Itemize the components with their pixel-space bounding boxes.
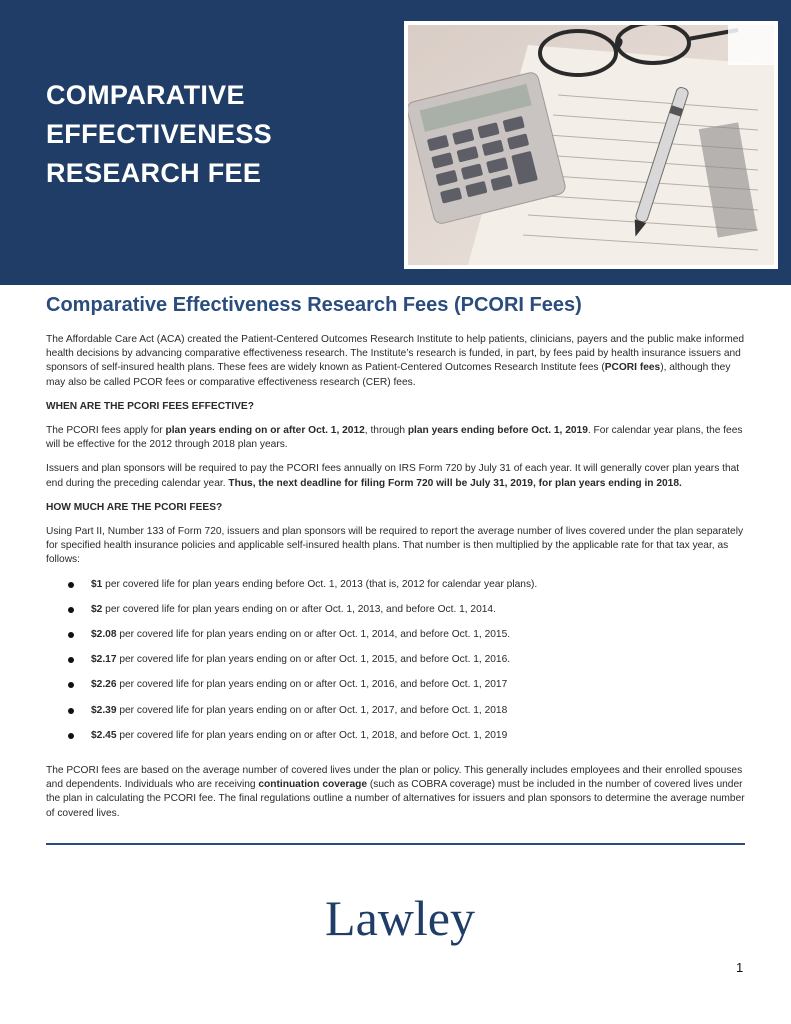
banner-title-line: EFFECTIVENESS bbox=[46, 119, 272, 149]
fee-amount: $1 bbox=[91, 578, 103, 590]
banner-title-line: COMPARATIVE bbox=[46, 80, 245, 110]
fee-amount: $2.17 bbox=[91, 654, 117, 666]
covered-lives-paragraph bbox=[46, 764, 746, 821]
paragraph-bold: plan years ending before Oct. 1, 2019 bbox=[407, 425, 588, 437]
list-item bbox=[46, 578, 746, 603]
page-number: 1 bbox=[736, 960, 744, 975]
fee-description: per covered life for plan years ending on or after Oct. 1, 2018, and before Oct. 1, 2019 bbox=[116, 729, 508, 741]
fee-description: per covered life for plan years ending before Oct. 1, 2013 (that is, 2012 for calendar year plans). bbox=[102, 578, 538, 590]
page-title: Comparative Effectiveness Research Fees (PCORI Fees) bbox=[46, 294, 582, 316]
fee-amount: $2.26 bbox=[91, 679, 117, 691]
paragraph-bold: continuation coverage bbox=[258, 779, 368, 791]
intro-bold: PCORI fees bbox=[604, 362, 661, 374]
fee-description: per covered life for plan years ending on or after Oct. 1, 2013, and before Oct. 1, 2014. bbox=[102, 603, 496, 615]
list-item bbox=[46, 628, 746, 653]
bullet-icon bbox=[68, 657, 74, 663]
paragraph-text: The PCORI fees are based on the average number of covered lives under the plan or policy. This generally includes employees and their enrolled spouses and dependents. Individuals who are receiving bbox=[46, 764, 743, 791]
bullet-icon bbox=[68, 733, 74, 739]
fee-amount: $2 bbox=[91, 603, 103, 615]
bullet-icon bbox=[68, 607, 74, 613]
bullet-icon bbox=[68, 632, 74, 638]
list-item bbox=[46, 653, 746, 678]
photo-illustration bbox=[408, 25, 774, 265]
banner-title-line: RESEARCH FEE bbox=[46, 158, 262, 188]
section-heading-effective: WHEN ARE THE PCORI FEES EFFECTIVE? bbox=[46, 400, 254, 412]
list-item bbox=[46, 678, 746, 703]
amount-paragraph: Using Part II, Number 133 of Form 720, issuers and plan sponsors will be required to report the average number of lives covered under the plan separately for specified health insurance policies and applicable self-insured health plans. That number is then multiplied by the applicable rate for that tax year, as follows: bbox=[46, 526, 744, 566]
fee-description: per covered life for plan years ending on or after Oct. 1, 2017, and before Oct. 1, 2018 bbox=[116, 704, 508, 716]
paragraph-text: The PCORI fees apply for bbox=[46, 425, 166, 437]
paragraph-text: . For calendar year plans, the fees will be effective for the 2012 through 2018 plan years. bbox=[46, 425, 743, 451]
bullet-icon bbox=[68, 708, 74, 714]
paragraph-text: Issuers and plan sponsors will be required to pay the PCORI fees annually on IRS Form 720 by July 31 of each year. It will generally cover plan years that end during the preceding calendar year. bbox=[46, 463, 740, 489]
lawley-logo: Lawley bbox=[325, 890, 475, 946]
banner-title bbox=[46, 76, 272, 193]
effective-paragraph-1 bbox=[46, 424, 746, 452]
fee-list bbox=[46, 578, 746, 754]
paragraph-text: (such as COBRA coverage) must be included in the number of covered lives under the plan in calculating the PCORI fee. The final regulations outline a number of alternatives for issuers and plan sponsors to determine the average number of covered lives. bbox=[46, 779, 745, 819]
intro-text: ), although they may also be called PCOR fees or comparative effectiveness research (CER) fees. bbox=[46, 362, 731, 388]
fee-description: per covered life for plan years ending on or after Oct. 1, 2016, and before Oct. 1, 2017 bbox=[116, 679, 508, 691]
fee-amount: $2.45 bbox=[91, 729, 117, 741]
bullet-icon bbox=[68, 582, 74, 588]
fee-description: per covered life for plan years ending on or after Oct. 1, 2015, and before Oct. 1, 2016. bbox=[116, 654, 511, 666]
list-item bbox=[46, 704, 746, 729]
calculator-glasses-pen-photo bbox=[404, 21, 778, 269]
section-heading-amount: HOW MUCH ARE THE PCORI FEES? bbox=[46, 501, 223, 513]
fee-amount: $2.08 bbox=[91, 629, 117, 641]
list-item bbox=[46, 603, 746, 628]
effective-paragraph-2 bbox=[46, 462, 746, 490]
footer-divider bbox=[46, 843, 745, 845]
fee-description: per covered life for plan years ending on or after Oct. 1, 2014, and before Oct. 1, 2015. bbox=[116, 629, 511, 641]
document-body bbox=[46, 333, 746, 831]
header-banner bbox=[0, 0, 791, 285]
paragraph-text: , through bbox=[364, 425, 408, 437]
fee-amount: $2.39 bbox=[91, 704, 117, 716]
list-item bbox=[46, 729, 746, 754]
paragraph-bold: Thus, the next deadline for filing Form 720 will be July 31, 2019, for plan years ending in 2018. bbox=[228, 477, 682, 489]
intro-text: The Affordable Care Act (ACA) created the Patient-Centered Outcomes Research Institute to help patients, clinicians, payers and the public make informed health decisions by advancing comparative effectiveness research. The Institute’s research is funded, in part, by fees paid by health insurance issuers and sponsors of self-insured health plans. These fees are widely known as Patient-Centered Outcomes Research Institute fees ( bbox=[46, 334, 745, 374]
paragraph-bold: plan years ending on or after Oct. 1, 2012 bbox=[165, 425, 365, 437]
intro-paragraph bbox=[46, 333, 746, 390]
bullet-icon bbox=[68, 682, 74, 688]
